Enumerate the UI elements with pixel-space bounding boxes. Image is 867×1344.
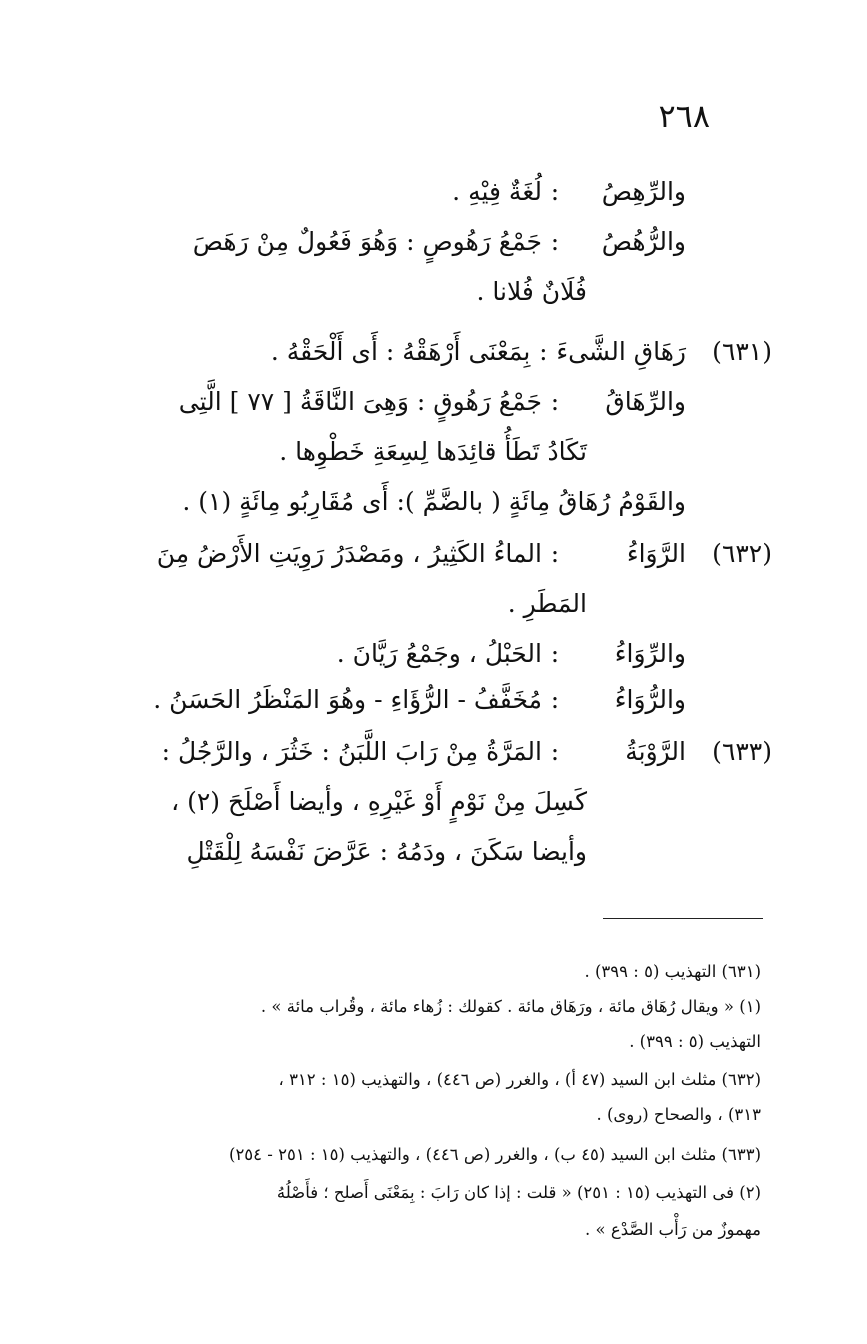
entry-number: (٦٣١) bbox=[712, 337, 772, 366]
entry-headword: الرَّوْبَةُ bbox=[625, 737, 686, 766]
entry-continuation: المَطَرِ . bbox=[507, 589, 587, 618]
entry-definition: والقَوْمُ رُهَاقُ مِائَةٍ ( بالضَّمِّ ): أَى مُقَارِبُو مِائَةٍ (١) . bbox=[182, 487, 686, 516]
entry-definition: الحَبْلُ ، وجَمْعُ رَيَّانَ . bbox=[336, 639, 542, 668]
footnote-divider bbox=[603, 918, 763, 919]
footnote-line: (١) « ويقال رُهَاق مائة ، ورَهَاق مائة . كقولك : زُهاء مائة ، وقُراب مائة » . bbox=[260, 997, 761, 1016]
entry-continuation: وأيضا سَكَنَ ، ودَمُهُ : عَرَّضَ نَفْسَهُ لِلْقَتْلِ bbox=[186, 837, 587, 866]
entry-line bbox=[153, 684, 772, 717]
entry-line bbox=[162, 736, 772, 769]
entry-number: (٦٣٣) bbox=[712, 737, 772, 766]
entry-colon: : bbox=[550, 539, 560, 568]
entry-definition: الماءُ الكَثِيرُ ، ومَصْدَرُ رَوِيَتِ الأَرْضُ مِنَ bbox=[156, 539, 542, 568]
footnote-line: (٦٣١) التهذيب (٥ : ٣٩٩) . bbox=[584, 962, 761, 981]
entry-headword: رَهَاقِ الشَّىءَ bbox=[556, 337, 686, 366]
footnote-line: التهذيب (٥ : ٣٩٩) . bbox=[629, 1032, 761, 1051]
entry-colon: : bbox=[550, 737, 560, 766]
entry-definition: مُخَفَّفُ - الرُّؤَاءِ - وهُوَ المَنْظَرُ الحَسَنُ . bbox=[153, 685, 542, 714]
entry-colon: : bbox=[550, 685, 560, 714]
entry-line bbox=[193, 226, 772, 259]
entry-line bbox=[452, 176, 772, 209]
entry-definition: المَرَّةُ مِنْ رَابَ اللَّبَنُ : خَثُرَ ، والرَّجُلُ : bbox=[161, 737, 542, 766]
entry-continuation: فُلَانٌ فُلانا . bbox=[476, 277, 587, 306]
entry-definition: لُغَةٌ فِيْهِ . bbox=[452, 177, 542, 206]
entry-line bbox=[337, 638, 772, 671]
entry-continuation: تَكَادُ تَطَأُ قائِدَها لِسِعَةِ خَطْوِها . bbox=[279, 437, 587, 466]
entry-headword: والرُّوَاءُ bbox=[614, 685, 686, 714]
footnote-line: ٣١٣) ، والصحاح (روى) . bbox=[596, 1105, 761, 1124]
entry-headword: والرُّهُصُ bbox=[601, 227, 686, 256]
entry-line bbox=[179, 386, 772, 419]
entry-line bbox=[271, 336, 772, 369]
entry-headword: الرَّوَاءُ bbox=[626, 539, 686, 568]
entry-headword: والرِّوَاءُ bbox=[614, 639, 686, 668]
entry-line bbox=[157, 538, 772, 571]
footnote-line: (٦٣٢) مثلث ابن السيد (٤٧ أ) ، والغرر (ص ٤٤٦) ، والتهذيب (١٥ : ٣١٢ ، bbox=[278, 1070, 761, 1089]
entry-definition: بِمَعْنَى أَرْهَقْهُ : أَى أَلْحَقْهُ . bbox=[270, 337, 531, 366]
entry-colon: : bbox=[550, 639, 560, 668]
page-number: ٢٦٨ bbox=[658, 97, 710, 135]
entry-colon: : bbox=[550, 387, 560, 416]
entry-colon: : bbox=[550, 227, 560, 256]
footnote-line: مهموزٌ من رَأْب الصَّدْع » . bbox=[585, 1220, 761, 1239]
entry-number: (٦٣٢) bbox=[712, 539, 772, 568]
entry-headword: والرِّهَاقُ bbox=[605, 387, 686, 416]
footnote-line: (٢) فى التهذيب (١٥ : ٢٥١) « قلت : إذا كان رَابَ : بِمَعْنَى أَصلح ؛ فأَصْلُهُ bbox=[276, 1183, 761, 1202]
footnote-line: (٦٣٣) مثلث ابن السيد (٤٥ ب) ، والغرر (ص ٤٤٦) ، والتهذيب (١٥ : ٢٥١ - ٢٥٤) bbox=[229, 1145, 761, 1164]
entry-colon: : bbox=[539, 337, 548, 366]
entry-continuation: كَسِلَ مِنْ نَوْمٍ أَوْ غَيْرِهِ ، وأيضا أَصْلَحَ (٢) ، bbox=[171, 787, 587, 816]
entry-line bbox=[182, 486, 772, 519]
entry-colon: : bbox=[550, 177, 560, 206]
entry-definition: جَمْعُ رَهُوصٍ : وَهُوَ فَعُولٌ مِنْ رَهَصَ bbox=[192, 227, 542, 256]
entry-headword: والرِّهِصُ bbox=[601, 177, 686, 206]
entry-definition: جَمْعُ رَهُوقٍ : وَهِىَ النَّاقَةُ [ ٧٧ ] الَّتِى bbox=[178, 387, 542, 416]
